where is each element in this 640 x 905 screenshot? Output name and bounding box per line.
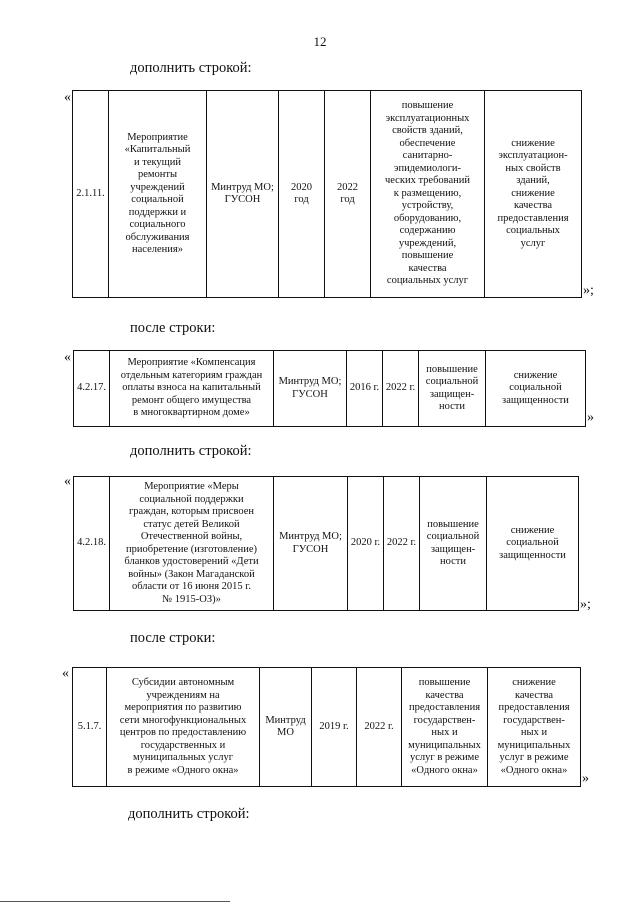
section-heading: после строки: xyxy=(130,630,216,646)
row-number: 4.2.17. xyxy=(74,351,110,427)
event-cell: Мероприятие «Компенсация отдельным категориям граждан оплаты взноса на капитальный ремонт общего имущества в многоквартирном доме» xyxy=(110,351,274,427)
close-quote: »; xyxy=(580,597,591,612)
table-row xyxy=(72,90,582,298)
consequence-cell: снижение социальной защищенности xyxy=(486,351,586,427)
table-row xyxy=(73,350,586,427)
start-year-cell: 2020 год xyxy=(279,91,325,298)
end-year-cell: 2022 год xyxy=(325,91,371,298)
close-quote: » xyxy=(582,771,589,786)
executor-cell: Минтруд МО; ГУСОН xyxy=(274,477,348,611)
end-year-cell: 2022 г. xyxy=(384,477,420,611)
start-year-cell: 2020 г. xyxy=(348,477,384,611)
consequence-cell: снижение качества предоставления государствен- ных и муниципальных услуг в режиме «Одного окна» xyxy=(488,668,581,787)
open-quote: « xyxy=(62,666,69,681)
event-cell: Мероприятие «Капитальный и текущий ремонты учреждений социальной поддержки и социального обслуживания населения» xyxy=(109,91,207,298)
result-cell: повышение качества предоставления государствен- ных и муниципальных услуг в режиме «Одного окна» xyxy=(402,668,488,787)
section-heading: после строки: xyxy=(130,320,216,336)
final-heading: дополнить строкой: xyxy=(128,806,250,822)
event-cell: Мероприятие «Меры социальной поддержки граждан, которым присвоен статус детей Великой Отечественной войны, приобретение (изготовление) бланков удостоверений «Дети войны» (Закон Магаданской области от 16 июня 2015 г. № 1915-ОЗ)» xyxy=(110,477,274,611)
start-year-cell: 2019 г. xyxy=(312,668,357,787)
open-quote: « xyxy=(64,90,71,105)
row-number: 2.1.11. xyxy=(73,91,109,298)
table-row xyxy=(72,667,581,787)
close-quote: » xyxy=(587,410,594,425)
page-number: 12 xyxy=(313,34,327,49)
row-number: 5.1.7. xyxy=(73,668,107,787)
section-heading: дополнить строкой: xyxy=(130,60,252,76)
executor-cell: Минтруд МО; ГУСОН xyxy=(274,351,347,427)
result-cell: повышение эксплуатационных свойств зданий, обеспечение санитарно- эпидемиологи- ческих требований к размещению, устройству, оборудованию, содержанию учреждений, повышение качества социальных услуг xyxy=(371,91,485,298)
result-cell: повышение социальной защищен- ности xyxy=(419,351,486,427)
start-year-cell: 2016 г. xyxy=(347,351,383,427)
executor-cell: Минтруд МО xyxy=(260,668,312,787)
open-quote: « xyxy=(64,474,71,489)
consequence-cell: снижение социальной защищенности xyxy=(487,477,579,611)
event-cell: Субсидии автономным учреждениям на мероприятия по развитию сети многофункциональных центров по предоставлению государственных и муниципальных услуг в режиме «Одного окна» xyxy=(107,668,260,787)
open-quote: « xyxy=(64,350,71,365)
section-heading: дополнить строкой: xyxy=(130,443,252,459)
executor-cell: Минтруд МО; ГУСОН xyxy=(207,91,279,298)
consequence-cell: снижение эксплуатацион- ных свойств зданий, снижение качества предоставления социальных услуг xyxy=(485,91,582,298)
table-row xyxy=(73,476,579,611)
row-number: 4.2.18. xyxy=(74,477,110,611)
footnote-divider xyxy=(0,901,230,902)
end-year-cell: 2022 г. xyxy=(357,668,402,787)
end-year-cell: 2022 г. xyxy=(383,351,419,427)
result-cell: повышение социальной защищен- ности xyxy=(420,477,487,611)
close-quote: »; xyxy=(583,283,594,298)
